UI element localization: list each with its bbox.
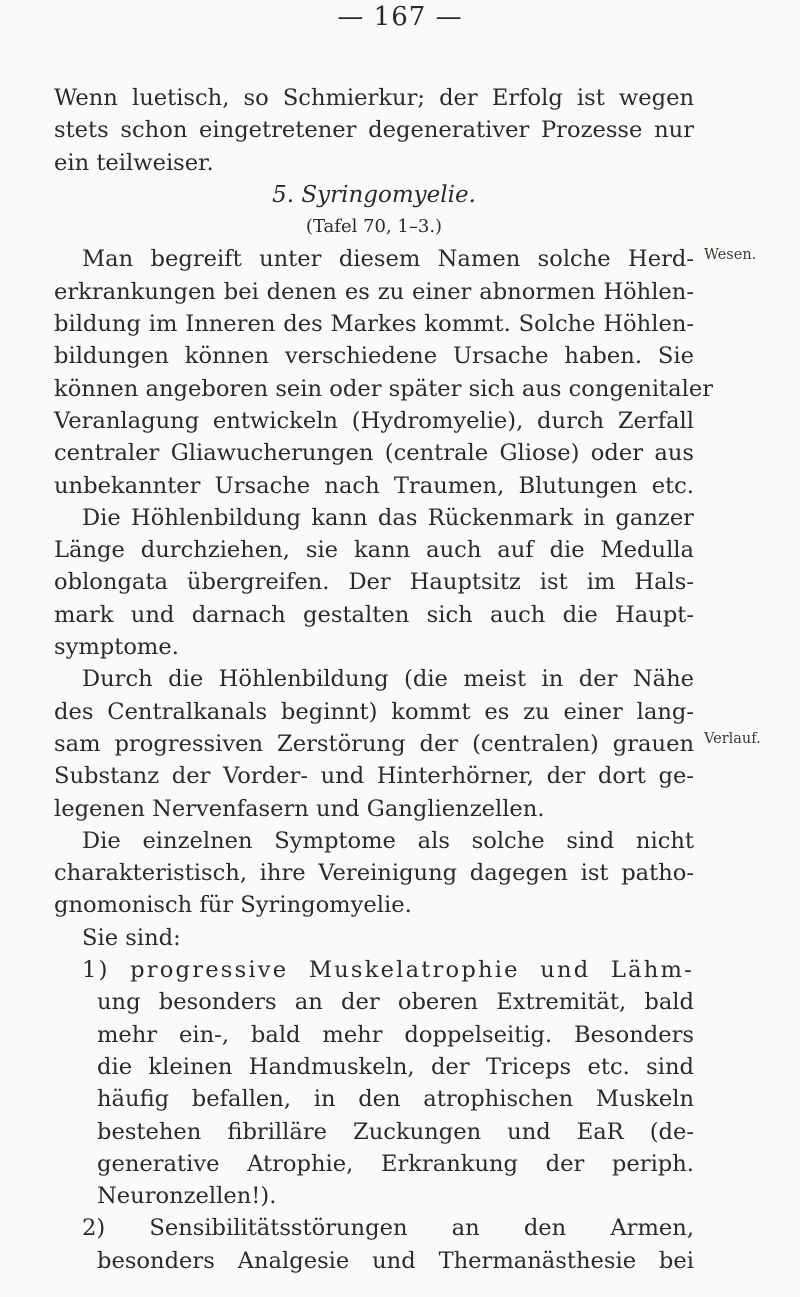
text-line: können angeboren sein oder später sich aus congenitaler [54, 375, 714, 402]
text-line: ein teilweiser. [54, 149, 214, 176]
text-line: häufig befallen, in den atrophischen Muskeln [97, 1086, 694, 1113]
body-text [54, 82, 714, 1277]
text-line: stets schon eingetretener degenerativer Prozesse nur [54, 117, 694, 144]
text-line: bildungen können verschiedene Ursache haben. Sie [54, 343, 694, 370]
text-line: besonders Analgesie und Thermanästhesie bei [97, 1247, 694, 1274]
list-item-2: 2) Sensibilitätsstörungen an den Armen, [82, 1215, 694, 1242]
text-line: Durch die Höhlenbildung (die meist in der Nähe [82, 666, 694, 693]
text-line: Man begreift unter diesem Namen solche Herd- [82, 246, 694, 273]
text-line: oblongata übergreifen. Der Hauptsitz ist im Hals- [54, 569, 694, 596]
text-line: Substanz der Vorder- und Hinterhörner, der dort ge- [54, 763, 694, 790]
text-line: centraler Gliawucherungen (centrale Gliose) oder aus [54, 440, 694, 467]
text-line: mehr ein-, bald mehr doppelseitig. Besonders [97, 1021, 694, 1048]
text-line: des Centralkanals beginnt) kommt es zu einer lang- [54, 698, 694, 725]
text-line: Sie sind: [82, 924, 181, 951]
text-line: mark und darnach gestalten sich auch die Haupt- [54, 601, 694, 628]
text-line: Wenn luetisch, so Schmierkur; der Erfolg ist wegen [54, 85, 694, 111]
page-number: — 167 — [337, 2, 463, 32]
text-line: symptome. [54, 634, 179, 661]
section-title: 5. Syringomyelie. [272, 181, 476, 208]
text-line: Veranlagung entwickeln (Hydromyelie), durch Zerfall [54, 407, 694, 434]
text-line: Die Höhlenbildung kann das Rückenmark in ganzer [82, 504, 694, 531]
text-line: ung besonders an der oberen Extremität, bald [97, 989, 694, 1016]
text-line: erkrankungen bei denen es zu einer abnormen Höhlen- [54, 278, 694, 305]
text-line: Länge durchziehen, sie kann auch auf die Medulla [54, 537, 694, 564]
text-line: legenen Nervenfasern und Ganglienzellen. [54, 795, 545, 822]
margin-note-wesen: Wesen. [704, 247, 757, 263]
margin-note-verlauf: Verlauf. [704, 731, 761, 747]
text-line: bestehen fibrilläre Zuckungen und EaR (de- [97, 1118, 694, 1145]
text-line: gnomonisch für Syringomyelie. [54, 892, 412, 919]
text-line: bildung im Inneren des Markes kommt. Solche Höhlen- [54, 311, 694, 338]
text-line: unbekannter Ursache nach Traumen, Blutungen etc. [54, 472, 694, 499]
text-line: charakteristisch, ihre Vereinigung dagegen ist patho- [54, 860, 694, 887]
text-line: sam progressiven Zerstörung der (centralen) grauen [54, 730, 694, 757]
list-item-1: 1) progressive Muskelatrophie und Lähm- [82, 957, 694, 984]
text-line: die kleinen Handmuskeln, der Triceps etc. sind [97, 1053, 694, 1080]
section-reference: (Tafel 70, 1–3.) [305, 216, 443, 238]
text-line: generative Atrophie, Erkrankung der periph. [97, 1150, 694, 1177]
text-line: Neuronzellen!). [97, 1183, 277, 1210]
text-line: Die einzelnen Symptome als solche sind nicht [82, 827, 694, 854]
